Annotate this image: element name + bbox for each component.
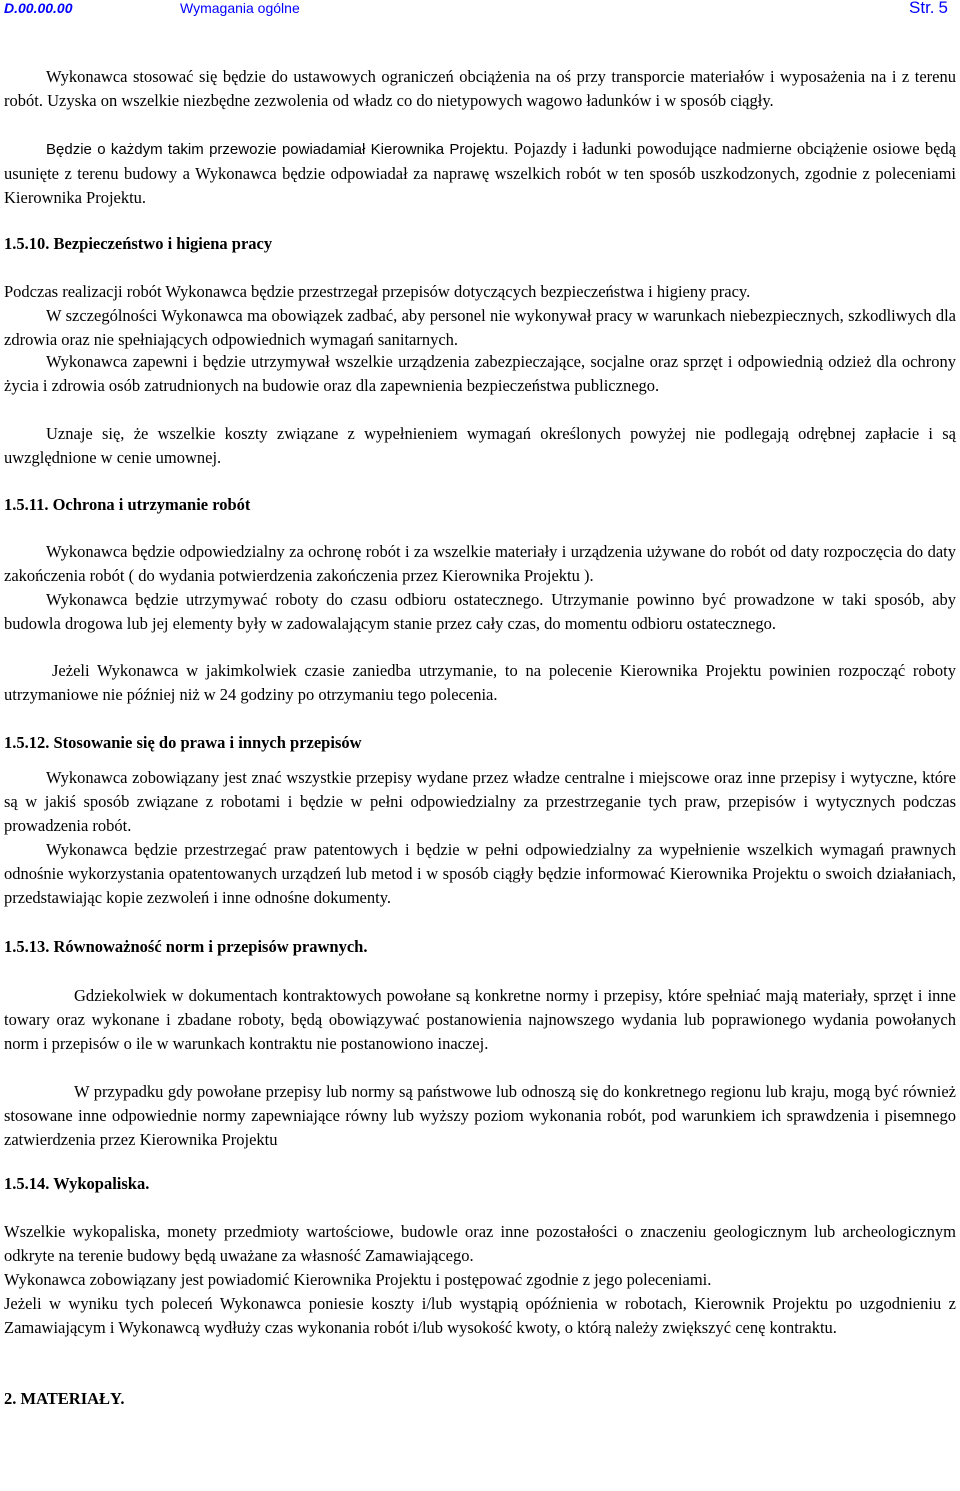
paragraph-overload-vehicles bbox=[4, 137, 956, 210]
header-title: Wymagania ogólne bbox=[180, 0, 300, 16]
page-number-label bbox=[905, 0, 948, 18]
paragraph-bhp-costs: Uznaje się, że wszelkie koszty związane z wypełnieniem wymagań określonych powyżej nie podlegają odrębnej zapłacie i są uwzględnione w cenie umownej. bbox=[4, 424, 956, 467]
page-label: Str. bbox=[909, 0, 935, 17]
paragraph-neglect: Jeżeli Wykonawca w jakimkolwiek czasie zaniedba utrzymanie, to na polecenie Kierownika Projektu powinien rozpocząć roboty utrzymaniowe nie później niż w 24 godziny po otrzymaniu tego polecenia. bbox=[4, 661, 956, 704]
paragraph-finds: Wszelkie wykopaliska, monety przedmioty wartościowe, budowle oraz inne pozostałości o znaczeniu geologicznym lub archeologicznym odkryte na terenie budowy będą uważane za własność Zamawiającego. bbox=[4, 1222, 956, 1265]
paragraph-notify: Wykonawca zobowiązany jest powiadomić Kierownika Projektu i postępować zgodnie z jego poleceniami. bbox=[4, 1270, 712, 1289]
paragraph-national-norms: W przypadku gdy powołane przepisy lub normy są państwowe lub odnoszą się do konkretnego regionu lub kraju, mogą być również stosowane inne odpowiednie normy zapewniające równy lub wyższy poziom wykonania robót, pod warunkiem ich sprawdzenia i pisemnego zatwierdzenia przez Kierownika Projektu bbox=[4, 1082, 956, 1149]
chapter-heading-materials: 2. MATERIAŁY. bbox=[4, 1389, 125, 1408]
paragraph-maintenance: Wykonawca będzie utrzymywać roboty do czasu odbioru ostatecznego. Utrzymanie powinno być prowadzone w taki sposób, aby budowla drogowa lub jej elementy były w zadowalającym stanie przez cały czas, do momentu odbioru ostatecznego. bbox=[4, 590, 956, 633]
overload-sentence: Pojazdy i ładunki powodujące nadmierne obciążenie osiowe będą usunięte z terenu budowy a Wykonawca będzie odpowiadał za naprawę wszelkich robót w ten sposób uszkodzonych, zgodnie z poleceniami Kierownika Projektu. bbox=[4, 139, 957, 207]
paragraph-patents: Wykonawca będzie przestrzegać praw patentowych i będzie w pełni odpowiedzialny za wypełnienie wszelkich wymagań prawnych odnośnie wykorzystania opatentowanych urządzeń lub metod i w sposób ciągły będzie informować Kierownika Projektu o swoich działaniach, przedstawiając kopie zezwoleń i inne odnośne dokumenty. bbox=[4, 840, 956, 907]
section-heading-1-5-14: 1.5.14. Wykopaliska. bbox=[4, 1174, 150, 1193]
paragraph-norms: Gdziekolwiek w dokumentach kontraktowych powołane są konkretne normy i przepisy, które spełniać mają materiały, sprzęt i inne towary oraz wykonane i zbadane roboty, będą obowiązywać postanowienia najnowszego wydania lub poprawionego wydania powołanych norm i przepisów o ile w warunkach kontraktu nie postanowiono inaczej. bbox=[4, 986, 956, 1053]
page-header bbox=[4, 0, 956, 20]
paragraph-protection: Wykonawca będzie odpowiedzialny za ochronę robót i za wszelkie materiały i urządzenia używane do robót od daty rozpoczęcia do daty zakończenia robót ( do wydania potwierdzenia zakończenia przez Kierownika Projektu ). bbox=[4, 542, 956, 585]
paragraph-costs-delays: Jeżeli w wyniku tych poleceń Wykonawca poniesie koszty i/lub wystąpią opóźnienia w robotach, Kierownik Projektu po uzgodnieniu z Zamawiającym i Wykonawcą wydłuży czas wykonania robót i/lub wysokość kwoty, o którą należy zwiększyć cenę kontraktu. bbox=[4, 1294, 956, 1337]
section-heading-1-5-10: 1.5.10. Bezpieczeństwo i higiena pracy bbox=[4, 234, 273, 253]
notify-sentence: Będzie o każdym takim przewozie powiadamiał Kierownika Projektu. bbox=[46, 141, 509, 158]
paragraph-bhp-equipment: Wykonawca zapewni i będzie utrzymywał wszelkie urządzenia zabezpieczające, socjalne oraz sprzęt i odpowiednią odzież dla ochrony życia i zdrowia osób zatrudnionych na budowie oraz dla zapewnienia bezpieczeństwa publicznego. bbox=[4, 352, 956, 395]
section-heading-1-5-11: 1.5.11. Ochrona i utrzymanie robót bbox=[4, 495, 251, 514]
paragraph-bhp-personnel: W szczególności Wykonawca ma obowiązek zadbać, aby personel nie wykonywał pracy w warunkach niebezpiecznych, szkodliwych dla zdrowia oraz nie spełniających odpowiednich wymagań sanitarnych. bbox=[4, 306, 956, 349]
section-heading-1-5-13: 1.5.13. Równoważność norm i przepisów prawnych. bbox=[4, 937, 368, 956]
paragraph-axle-load: Wykonawca stosować się będzie do ustawowych ograniczeń obciążenia na oś przy transporcie materiałów i wyposażenia na i z terenu robót. Uzyska on wszelkie niezbędne zezwolenia od władz co do nietypowych wagowo ładunków i w sposób ciągły. bbox=[4, 67, 956, 110]
paragraph-regulations: Wykonawca zobowiązany jest znać wszystkie przepisy wydane przez władze centralne i miejscowe oraz inne przepisy i wytyczne, które są w jakiś sposób związane z robotami i będzie w pełni odpowiedzialny za przestrzeganie tych praw, przepisów i wytycznych podczas prowadzenia robót. bbox=[4, 768, 956, 835]
spec-code: D.00.00.00 bbox=[4, 0, 73, 16]
section-heading-1-5-12: 1.5.12. Stosowanie się do prawa i innych przepisów bbox=[4, 733, 362, 752]
paragraph-bhp-intro: Podczas realizacji robót Wykonawca będzie przestrzegał przepisów dotyczących bezpieczeństwa i higieny pracy. bbox=[4, 282, 751, 301]
page-number: 5 bbox=[938, 0, 948, 17]
